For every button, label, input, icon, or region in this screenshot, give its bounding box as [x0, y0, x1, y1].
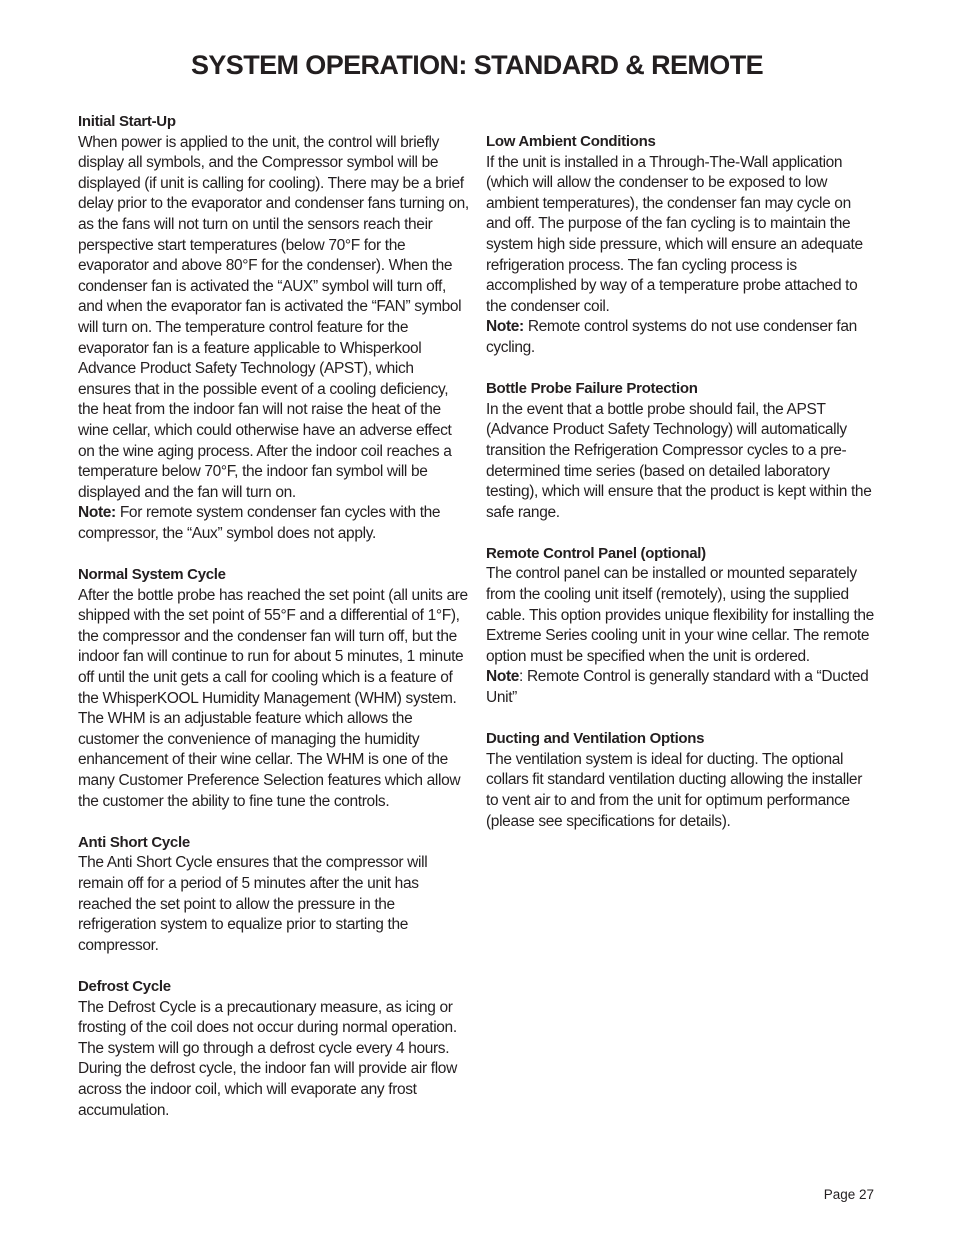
left-column [78, 112, 470, 1142]
section-heading: Anti Short Cycle [78, 833, 190, 851]
section-heading: Initial Start-Up [78, 113, 176, 130]
right-column [486, 132, 878, 853]
note-text: Remote control systems do not use condenser fan cycling. [486, 318, 857, 356]
section-body: When power is applied to the unit, the control will briefly display all symbols, and the Compressor symbol will be displayed (if unit is calling for cooling). There may be a brief delay prior to the evaporator and condenser fans turning on, as the fans will not turn on until the sensors reach their perspective start temperatures (below 70°F for the evaporator and above 80°F for the condenser). When the condenser fan is activated the “AUX” symbol will turn off, and when the evaporator fan is activated the “FAN” symbol will turn on. The temperature control feature for the evaporator fan is a feature applicable to Whisperkool Advance Product Safety Technology (APST), which ensures that in the possible event of a cooling deficiency, the heat from the indoor fan will not raise the heat of the wine cellar, which could otherwise have an adverse effect on the wine aging process. After the indoor coil reaches a temperature below 70°F, the indoor fan symbol will be displayed and the fan will turn on. Note: For remote system condenser fan cycles with the compressor, the “Aux” symbol does not apply. [78, 133, 469, 542]
section-anti-short-cycle [78, 833, 470, 957]
section-heading: Ducting and Ventilation Options [486, 730, 705, 748]
section-body: After the bottle probe has reached the set point (all units are shipped with the set point of 55°F and a differential of 1°F), the compressor and the condenser fan will turn off, but the indoor fan will continue to run for about 5 minutes, 1 minute off until the unit gets a call for cooling which is a feature of the WhisperKOOL Humidity Management (WHM) system. The WHM is an adjustable feature which allows the customer the convenience of managing the humidity enhancement of their wine cellar. The WHM is one of the many Customer Preference Selection features which allow the customer the ability to fine tune the controls. [78, 586, 468, 810]
section-body: The ventilation system is ideal for ducting. The optional collars fit standard ventilation ducting allowing the installer to vent air to and from the unit for optimum performance (please see specifications for details). [486, 750, 863, 830]
section-body: In the event that a bottle probe should fail, the APST (Advance Product Safety Technology) will automatically transition the Refrigeration Compressor cycles to a pre-determined time series (based on detailed laboratory testing), which will ensure that the product is kept within the safe range. [486, 400, 872, 521]
note-label: Note: [486, 318, 524, 336]
section-heading: Low Ambient Conditions [486, 133, 656, 150]
page-title: SYSTEM OPERATION: STANDARD & REMOTE [190, 50, 763, 80]
note-label: Note [486, 668, 520, 686]
section-normal-system-cycle [78, 565, 470, 812]
section-low-ambient-conditions [486, 132, 878, 359]
section-heading: Normal System Cycle [78, 566, 226, 584]
section-body: If the unit is installed in a Through-The-Wall application (which will allow the condenser to be exposed to low ambient temperatures), the condenser fan may cycle on and off. The purpose of the fan cycling is to maintain the system high side pressure, which will ensure an adequate refrigeration process. The fan cycling process is accomplished by way of a temperature probe attached to the condenser coil. Note: Remote control systems do not use condenser fan cycling. [486, 153, 863, 356]
section-body: The Defrost Cycle is a precautionary measure, as icing or frosting of the coil does not occur during normal operation. The system will go through a defrost cycle every 4 hours. During the defrost cycle, the indoor fan will provide air flow across the indoor coil, which will evaporate any frost accumulation. [78, 998, 457, 1119]
section-body: The Anti Short Cycle ensures that the compressor will remain off for a period of 5 minutes after the unit has reached the set point to allow the pressure in the refrigeration system to equalize prior to starting the compressor. [78, 854, 428, 954]
section-heading: Remote Control Panel (optional) [486, 544, 706, 562]
section-defrost-cycle [78, 977, 470, 1121]
section-body: The control panel can be installed or mounted separately from the cooling unit itself (remotely), using the supplied cable. This option provides unique flexibility for installing the Extreme Series cooling unit in your wine cellar. The remote option must be specified when the unit is ordered. Note: Remote Control is generally standard with a “Ducted Unit” [486, 565, 874, 707]
note-label: Note: [78, 504, 116, 522]
section-heading: Bottle Probe Failure Protection [486, 380, 698, 398]
section-remote-control-panel [486, 544, 878, 709]
section-heading: Defrost Cycle [78, 977, 171, 995]
note-text: For remote system condenser fan cycles with the compressor, the “Aux” symbol does not apply. [78, 504, 441, 542]
section-bottle-probe-failure-protection [486, 379, 878, 523]
section-ducting-and-ventilation [486, 729, 878, 832]
page-number: Page 27 [823, 1187, 874, 1202]
note-text: : Remote Control is generally standard with a “Ducted Unit” [486, 668, 869, 707]
section-initial-start-up [78, 112, 470, 544]
